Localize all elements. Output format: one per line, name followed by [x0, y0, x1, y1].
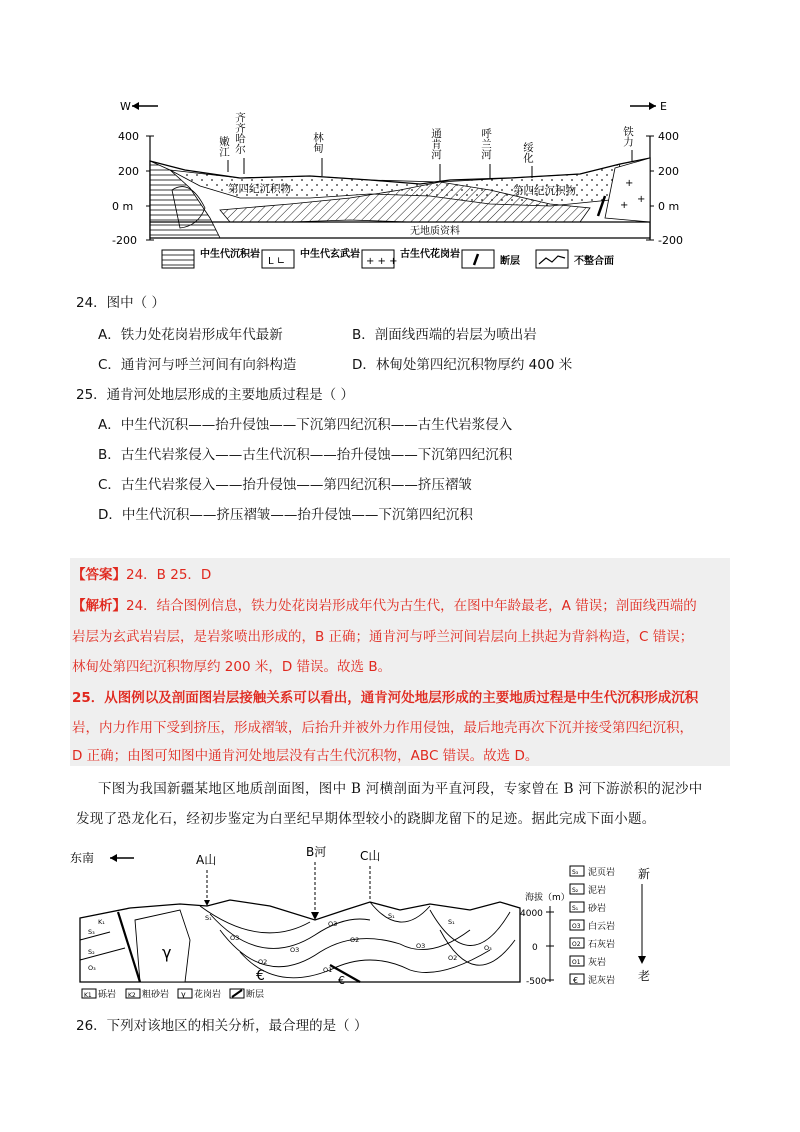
svg-text:γ: γ	[181, 990, 186, 999]
explanation-line-1: 【解析】24．结合图例信息，铁力处花岗岩形成年代为古生代，在图中年龄最老，A 错误；剖面线西端的	[72, 598, 697, 614]
explanation-line-3: 林甸处第四纪沉积物厚约 200 米，D 错误。故选 B。	[72, 659, 392, 675]
intro-line-1: 下图为我国新疆某地区地质剖面图，图中 B 河横剖面为平直河段，专家曾在 B 河下游淤积的泥沙中	[98, 781, 703, 797]
y-left-neg200: -200	[112, 234, 137, 247]
west-label: W	[120, 100, 131, 113]
svg-text:+ + +: + + +	[366, 256, 398, 267]
svg-text:€: €	[338, 974, 345, 987]
figure2-legend-right	[570, 866, 615, 986]
quaternary-label-west: 第四纪沉积物	[228, 183, 291, 195]
svg-text:O1: O1	[572, 959, 581, 966]
svg-text:K2: K2	[128, 992, 136, 999]
explanation-line-5: 岩，内力作用下受到挤压，形成褶皱，后抬升并被外力作用侵蚀，最后地壳再次下沉并接受第四纪沉积，	[72, 720, 693, 736]
svg-text:S₃: S₃	[572, 869, 579, 876]
altitude-neg500: -500	[526, 977, 547, 987]
y-right-neg200: -200	[658, 234, 683, 247]
svg-text:粗砂岩: 粗砂岩	[142, 990, 170, 1000]
svg-text:S₁: S₁	[572, 905, 579, 912]
svg-text:白云岩: 白云岩	[588, 922, 616, 932]
svg-text:€: €	[256, 968, 265, 984]
svg-text:S₃: S₃	[88, 928, 95, 936]
svg-text:灰岩: 灰岩	[588, 958, 607, 968]
answer-value: 24．B 25．D	[126, 567, 212, 583]
svg-text:石灰岩: 石灰岩	[588, 940, 616, 950]
svg-text:O₃: O₃	[88, 964, 96, 972]
explanation-line-6: D 正确；由图可知图中通肯河处地层没有古生代沉积物，ABC 错误。故选 D。	[72, 748, 539, 764]
svg-text:断层: 断层	[246, 990, 265, 1000]
svg-text:O₃: O₃	[484, 944, 492, 952]
svg-text:O2: O2	[572, 941, 581, 948]
east-label: E	[660, 100, 667, 113]
quaternary-label-east: 第四纪沉积物	[513, 185, 576, 197]
legend-paleozoic-granite: 古生代花岗岩	[400, 249, 460, 260]
figure2-legend-bottom	[82, 988, 264, 1000]
q25-option-a[interactable]: A．中生代沉积——抬升侵蚀——下沉第四纪沉积——古生代岩浆侵入	[98, 417, 513, 433]
intro-line-2: 发现了恐龙化石，经初步鉴定为白垩纪早期体型较小的跷脚龙留下的足迹。据此完成下面小题。	[76, 811, 656, 827]
altitude-axis-title: 海拔（m）	[525, 893, 570, 903]
older-label: 老	[638, 969, 651, 983]
q24-stem: 24．图中（ ）	[76, 295, 165, 311]
y-left-0: 0 m	[112, 200, 134, 213]
answer-tag: 【答案】	[72, 567, 126, 583]
q25-stem: 25．通肯河处地层形成的主要地质过程是（ ）	[76, 387, 354, 403]
svg-text:S₂: S₂	[572, 887, 579, 894]
place-hulan-river: 呼兰河	[480, 128, 492, 160]
newer-label: 新	[638, 867, 651, 881]
svg-text:O3: O3	[290, 946, 300, 954]
legend-fault: 断层	[500, 256, 520, 267]
y-left-200: 200	[118, 165, 139, 178]
svg-text:S₁: S₁	[448, 918, 455, 926]
y-right-200: 200	[658, 165, 679, 178]
svg-text:K₁: K₁	[98, 918, 105, 926]
explanation-line-4: 25．从图例以及剖面图岩层接触关系可以看出，通肯河处地层形成的主要地质过程是中生代沉积形成沉积	[72, 690, 699, 706]
svg-text:+: +	[620, 200, 629, 211]
q24-option-a[interactable]: A．铁力处花岗岩形成年代最新	[98, 327, 283, 343]
y-right-400: 400	[658, 130, 679, 143]
q25-option-b[interactable]: B．古生代岩浆侵入——古生代沉积——抬升侵蚀——下沉第四纪沉积	[98, 447, 513, 463]
svg-text:+: +	[625, 178, 634, 189]
svg-text:+: +	[637, 194, 646, 205]
answer-line	[72, 565, 211, 585]
svg-text:S₁: S₁	[205, 914, 212, 922]
altitude-0: 0	[532, 943, 538, 953]
y-left-400: 400	[118, 130, 139, 143]
svg-text:泥岩: 泥岩	[588, 886, 607, 896]
svg-text:泥页岩: 泥页岩	[588, 868, 616, 878]
legend-mesozoic-basalt: 中生代玄武岩	[300, 249, 360, 260]
explanation-tag: 【解析】	[72, 598, 126, 614]
svg-text:K1: K1	[84, 992, 92, 999]
place-qiqihar: 齐齐哈尔	[234, 112, 246, 154]
peak-c-label: C山	[360, 849, 381, 863]
place-nenjiang: 嫩江	[218, 136, 230, 157]
q25-option-d[interactable]: D．中生代沉积——挤压褶皱——抬升侵蚀——下沉第四纪沉积	[98, 507, 473, 523]
svg-text:S₂: S₂	[88, 948, 95, 956]
peak-a-label: A山	[196, 853, 217, 867]
q24-option-d[interactable]: D．林甸处第四纪沉积物厚约 400 米	[352, 357, 573, 373]
q24-option-b[interactable]: B．剖面线西端的岩层为喷出岩	[352, 327, 537, 343]
no-data-label: 无地质资料	[410, 226, 460, 237]
explanation-line-2: 岩层为玄武岩岩层，是岩浆喷出形成的，B 正确；通肯河与呼兰河间岩层向上拱起为背斜构造，C 错误；	[72, 629, 694, 645]
svg-text:L ∟: L ∟	[268, 256, 286, 267]
figure1-legend	[162, 247, 614, 268]
svg-text:O3: O3	[416, 942, 426, 950]
svg-text:O1: O1	[323, 966, 333, 974]
svg-text:砂岩: 砂岩	[588, 904, 607, 914]
svg-text:泥灰岩: 泥灰岩	[588, 976, 616, 986]
place-lindian: 林甸	[312, 132, 324, 153]
svg-text:γ: γ	[162, 943, 172, 962]
river-b-label: B河	[306, 845, 327, 859]
svg-text:花岗岩: 花岗岩	[194, 990, 222, 1000]
q25-option-c[interactable]: C．古生代岩浆侵入——抬升侵蚀——第四纪沉积——挤压褶皱	[98, 477, 472, 493]
place-tongken-river: 通肯河	[430, 128, 442, 160]
geologic-section-figure-1	[110, 98, 710, 280]
svg-text:O2: O2	[350, 936, 360, 944]
place-suihua: 绥化	[522, 142, 534, 163]
q26-stem: 26．下列对该地区的相关分析，最合理的是（ ）	[76, 1018, 368, 1034]
legend-mesozoic-sedimentary: 中生代沉积岩	[200, 249, 260, 260]
svg-text:O3: O3	[230, 934, 240, 942]
svg-text:S₁: S₁	[388, 912, 395, 920]
svg-text:O2: O2	[448, 954, 458, 962]
svg-text:O2: O2	[258, 958, 268, 966]
svg-text:O3: O3	[572, 923, 581, 930]
y-right-0: 0 m	[658, 200, 680, 213]
legend-unconformity: 不整合面	[574, 256, 614, 267]
svg-text:€: €	[573, 976, 579, 985]
southeast-label: 东南	[70, 851, 95, 865]
geologic-section-figure-2	[70, 840, 670, 1002]
altitude-4000: 4000	[520, 909, 543, 919]
q24-option-c[interactable]: C．通肯河与呼兰河间有向斜构造	[98, 357, 297, 373]
place-tieli: 铁力	[622, 126, 634, 147]
svg-text:O3: O3	[328, 920, 338, 928]
svg-text:砾岩: 砾岩	[98, 990, 117, 1000]
